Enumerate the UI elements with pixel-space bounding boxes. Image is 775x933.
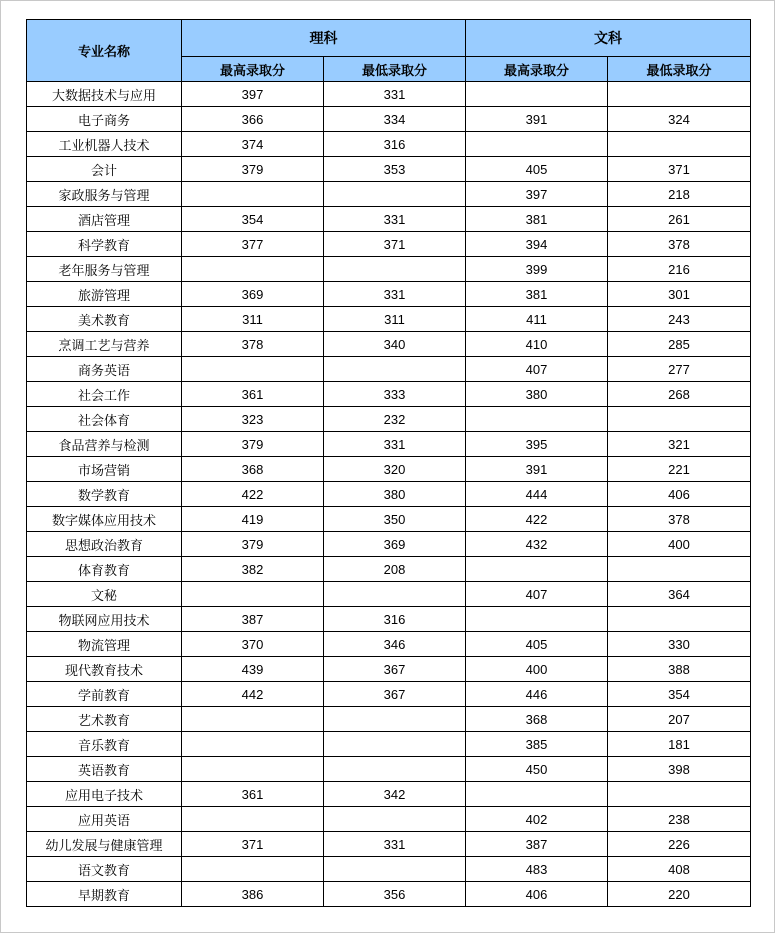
major-name-cell: 市场营销 — [27, 457, 182, 482]
table-row — [27, 407, 751, 432]
liberal-arts-min-score-cell: 364 — [608, 582, 751, 607]
major-name-cell: 英语教育 — [27, 757, 182, 782]
liberal-arts-min-score-cell: 181 — [608, 732, 751, 757]
science-min-score-cell: 208 — [324, 557, 466, 582]
major-name-cell: 家政服务与管理 — [27, 182, 182, 207]
science-min-score-cell: 371 — [324, 232, 466, 257]
science-min-score-cell: 369 — [324, 532, 466, 557]
liberal-arts-min-score-cell: 226 — [608, 832, 751, 857]
liberal-arts-max-score-cell: 432 — [466, 532, 608, 557]
liberal-arts-max-score-cell: 391 — [466, 107, 608, 132]
liberal-arts-max-score-cell: 405 — [466, 632, 608, 657]
science-min-score-cell: 356 — [324, 882, 466, 907]
major-name-cell: 数字媒体应用技术 — [27, 507, 182, 532]
science-min-score-cell: 353 — [324, 157, 466, 182]
science-max-score-cell: 378 — [182, 332, 324, 357]
liberal-arts-max-score-header: 最高录取分 — [466, 57, 608, 82]
table-row — [27, 157, 751, 182]
major-name-cell: 体育教育 — [27, 557, 182, 582]
science-min-score-cell — [324, 757, 466, 782]
major-name-cell: 早期教育 — [27, 882, 182, 907]
liberal-arts-min-score-cell: 378 — [608, 507, 751, 532]
science-max-score-cell: 382 — [182, 557, 324, 582]
science-max-score-cell: 387 — [182, 607, 324, 632]
liberal-arts-min-score-cell — [608, 132, 751, 157]
science-max-score-cell: 377 — [182, 232, 324, 257]
liberal-arts-max-score-cell — [466, 132, 608, 157]
table-row — [27, 307, 751, 332]
science-max-score-cell: 361 — [182, 782, 324, 807]
table-row — [27, 682, 751, 707]
science-min-score-cell — [324, 807, 466, 832]
science-max-score-cell: 397 — [182, 82, 324, 107]
liberal-arts-min-score-cell: 277 — [608, 357, 751, 382]
science-min-score-cell — [324, 182, 466, 207]
table-row — [27, 132, 751, 157]
liberal-arts-min-score-cell: 371 — [608, 157, 751, 182]
major-name-cell: 美术教育 — [27, 307, 182, 332]
science-min-score-cell: 316 — [324, 132, 466, 157]
science-max-score-cell — [182, 732, 324, 757]
science-min-score-cell — [324, 257, 466, 282]
liberal-arts-min-score-cell: 406 — [608, 482, 751, 507]
table-row — [27, 807, 751, 832]
liberal-arts-max-score-cell: 405 — [466, 157, 608, 182]
table-row — [27, 207, 751, 232]
table-row — [27, 332, 751, 357]
liberal-arts-min-score-cell: 408 — [608, 857, 751, 882]
science-min-score-cell: 333 — [324, 382, 466, 407]
major-name-cell: 思想政治教育 — [27, 532, 182, 557]
science-max-score-cell: 374 — [182, 132, 324, 157]
major-name-cell: 数学教育 — [27, 482, 182, 507]
table-row — [27, 382, 751, 407]
science-max-score-cell — [182, 182, 324, 207]
science-group-header: 理科 — [182, 20, 466, 57]
liberal-arts-min-score-cell: 243 — [608, 307, 751, 332]
liberal-arts-max-score-cell: 411 — [466, 307, 608, 332]
major-name-header: 专业名称 — [27, 20, 182, 82]
liberal-arts-min-score-cell: 261 — [608, 207, 751, 232]
liberal-arts-max-score-cell — [466, 607, 608, 632]
science-max-score-cell: 369 — [182, 282, 324, 307]
major-name-cell: 商务英语 — [27, 357, 182, 382]
table-row — [27, 532, 751, 557]
major-name-cell: 大数据技术与应用 — [27, 82, 182, 107]
liberal-arts-max-score-cell: 385 — [466, 732, 608, 757]
table-row — [27, 257, 751, 282]
liberal-arts-max-score-cell: 407 — [466, 357, 608, 382]
liberal-arts-max-score-cell: 422 — [466, 507, 608, 532]
science-min-score-cell: 342 — [324, 782, 466, 807]
science-max-score-cell: 419 — [182, 507, 324, 532]
science-min-score-cell: 331 — [324, 82, 466, 107]
liberal-arts-max-score-cell: 381 — [466, 282, 608, 307]
liberal-arts-min-score-header: 最低录取分 — [608, 57, 751, 82]
liberal-arts-max-score-cell: 400 — [466, 657, 608, 682]
liberal-arts-min-score-cell: 285 — [608, 332, 751, 357]
liberal-arts-min-score-cell — [608, 607, 751, 632]
table-row — [27, 482, 751, 507]
science-max-score-cell: 370 — [182, 632, 324, 657]
science-min-score-cell: 316 — [324, 607, 466, 632]
science-max-score-cell: 361 — [182, 382, 324, 407]
liberal-arts-max-score-cell: 444 — [466, 482, 608, 507]
major-name-cell: 科学教育 — [27, 232, 182, 257]
liberal-arts-min-score-cell: 400 — [608, 532, 751, 557]
liberal-arts-max-score-cell: 483 — [466, 857, 608, 882]
liberal-arts-max-score-cell: 450 — [466, 757, 608, 782]
major-name-cell: 烹调工艺与营养 — [27, 332, 182, 357]
science-max-score-cell: 379 — [182, 157, 324, 182]
liberal-arts-max-score-cell: 402 — [466, 807, 608, 832]
major-name-cell: 物联网应用技术 — [27, 607, 182, 632]
table-row — [27, 757, 751, 782]
science-min-score-cell: 331 — [324, 282, 466, 307]
major-name-cell: 语文教育 — [27, 857, 182, 882]
science-max-score-cell: 368 — [182, 457, 324, 482]
science-max-score-cell: 379 — [182, 432, 324, 457]
liberal-arts-min-score-cell: 378 — [608, 232, 751, 257]
header-row-groups — [27, 20, 751, 57]
liberal-arts-min-score-cell: 321 — [608, 432, 751, 457]
major-name-cell: 音乐教育 — [27, 732, 182, 757]
major-name-cell: 食品营养与检测 — [27, 432, 182, 457]
major-name-cell: 物流管理 — [27, 632, 182, 657]
liberal-arts-max-score-cell: 381 — [466, 207, 608, 232]
liberal-arts-max-score-cell: 397 — [466, 182, 608, 207]
liberal-arts-min-score-cell — [608, 557, 751, 582]
table-row — [27, 107, 751, 132]
major-name-cell: 社会体育 — [27, 407, 182, 432]
table-row — [27, 232, 751, 257]
liberal-arts-max-score-cell: 410 — [466, 332, 608, 357]
science-min-score-header: 最低录取分 — [324, 57, 466, 82]
liberal-arts-min-score-cell: 324 — [608, 107, 751, 132]
liberal-arts-min-score-cell: 220 — [608, 882, 751, 907]
table-row — [27, 582, 751, 607]
major-name-cell: 艺术教育 — [27, 707, 182, 732]
science-min-score-cell: 232 — [324, 407, 466, 432]
science-min-score-cell — [324, 357, 466, 382]
liberal-arts-max-score-cell: 368 — [466, 707, 608, 732]
major-name-cell: 旅游管理 — [27, 282, 182, 307]
liberal-arts-min-score-cell — [608, 782, 751, 807]
science-min-score-cell: 367 — [324, 657, 466, 682]
table-row — [27, 632, 751, 657]
science-max-score-header: 最高录取分 — [182, 57, 324, 82]
major-name-cell: 现代教育技术 — [27, 657, 182, 682]
table-row — [27, 357, 751, 382]
admission-score-table — [26, 19, 751, 907]
liberal-arts-min-score-cell — [608, 407, 751, 432]
science-max-score-cell — [182, 357, 324, 382]
science-max-score-cell — [182, 257, 324, 282]
major-name-cell: 应用英语 — [27, 807, 182, 832]
liberal-arts-min-score-cell: 354 — [608, 682, 751, 707]
science-max-score-cell — [182, 807, 324, 832]
science-min-score-cell: 331 — [324, 432, 466, 457]
science-max-score-cell: 311 — [182, 307, 324, 332]
science-max-score-cell: 371 — [182, 832, 324, 857]
liberal-arts-min-score-cell: 398 — [608, 757, 751, 782]
table-row — [27, 82, 751, 107]
science-min-score-cell — [324, 857, 466, 882]
science-min-score-cell: 340 — [324, 332, 466, 357]
table-row — [27, 882, 751, 907]
table-row — [27, 507, 751, 532]
liberal-arts-min-score-cell: 301 — [608, 282, 751, 307]
table-body — [27, 82, 751, 907]
science-max-score-cell: 323 — [182, 407, 324, 432]
table-row — [27, 557, 751, 582]
science-max-score-cell: 422 — [182, 482, 324, 507]
liberal-arts-group-header: 文科 — [466, 20, 751, 57]
major-name-cell: 社会工作 — [27, 382, 182, 407]
liberal-arts-max-score-cell — [466, 82, 608, 107]
liberal-arts-min-score-cell: 221 — [608, 457, 751, 482]
science-max-score-cell: 379 — [182, 532, 324, 557]
major-name-cell: 学前教育 — [27, 682, 182, 707]
science-min-score-cell: 380 — [324, 482, 466, 507]
major-name-cell: 工业机器人技术 — [27, 132, 182, 157]
liberal-arts-max-score-cell — [466, 782, 608, 807]
table-row — [27, 432, 751, 457]
major-name-cell: 老年服务与管理 — [27, 257, 182, 282]
table-row — [27, 457, 751, 482]
table-row — [27, 607, 751, 632]
liberal-arts-max-score-cell — [466, 407, 608, 432]
science-max-score-cell: 442 — [182, 682, 324, 707]
science-min-score-cell: 334 — [324, 107, 466, 132]
science-min-score-cell: 331 — [324, 207, 466, 232]
liberal-arts-max-score-cell — [466, 557, 608, 582]
science-min-score-cell: 320 — [324, 457, 466, 482]
major-name-cell: 幼儿发展与健康管理 — [27, 832, 182, 857]
major-name-cell: 酒店管理 — [27, 207, 182, 232]
science-max-score-cell — [182, 582, 324, 607]
major-name-cell: 文秘 — [27, 582, 182, 607]
liberal-arts-max-score-cell: 395 — [466, 432, 608, 457]
science-max-score-cell — [182, 857, 324, 882]
science-min-score-cell — [324, 582, 466, 607]
science-min-score-cell: 311 — [324, 307, 466, 332]
liberal-arts-max-score-cell: 446 — [466, 682, 608, 707]
science-max-score-cell: 366 — [182, 107, 324, 132]
table-row — [27, 782, 751, 807]
liberal-arts-min-score-cell: 207 — [608, 707, 751, 732]
liberal-arts-min-score-cell: 218 — [608, 182, 751, 207]
science-max-score-cell: 386 — [182, 882, 324, 907]
science-min-score-cell: 350 — [324, 507, 466, 532]
science-min-score-cell — [324, 732, 466, 757]
science-min-score-cell: 367 — [324, 682, 466, 707]
table-row — [27, 282, 751, 307]
table-row — [27, 657, 751, 682]
liberal-arts-min-score-cell: 268 — [608, 382, 751, 407]
liberal-arts-max-score-cell: 391 — [466, 457, 608, 482]
science-min-score-cell — [324, 707, 466, 732]
science-min-score-cell: 331 — [324, 832, 466, 857]
table-row — [27, 832, 751, 857]
liberal-arts-max-score-cell: 387 — [466, 832, 608, 857]
science-max-score-cell: 354 — [182, 207, 324, 232]
table-row — [27, 857, 751, 882]
liberal-arts-max-score-cell: 394 — [466, 232, 608, 257]
liberal-arts-min-score-cell — [608, 82, 751, 107]
liberal-arts-min-score-cell: 216 — [608, 257, 751, 282]
science-max-score-cell — [182, 757, 324, 782]
liberal-arts-min-score-cell: 388 — [608, 657, 751, 682]
liberal-arts-max-score-cell: 407 — [466, 582, 608, 607]
liberal-arts-min-score-cell: 330 — [608, 632, 751, 657]
science-max-score-cell — [182, 707, 324, 732]
liberal-arts-min-score-cell: 238 — [608, 807, 751, 832]
liberal-arts-max-score-cell: 399 — [466, 257, 608, 282]
major-name-cell: 电子商务 — [27, 107, 182, 132]
table-row — [27, 732, 751, 757]
table-row — [27, 182, 751, 207]
science-max-score-cell: 439 — [182, 657, 324, 682]
major-name-cell: 应用电子技术 — [27, 782, 182, 807]
table-row — [27, 707, 751, 732]
major-name-cell: 会计 — [27, 157, 182, 182]
liberal-arts-max-score-cell: 380 — [466, 382, 608, 407]
liberal-arts-max-score-cell: 406 — [466, 882, 608, 907]
science-min-score-cell: 346 — [324, 632, 466, 657]
